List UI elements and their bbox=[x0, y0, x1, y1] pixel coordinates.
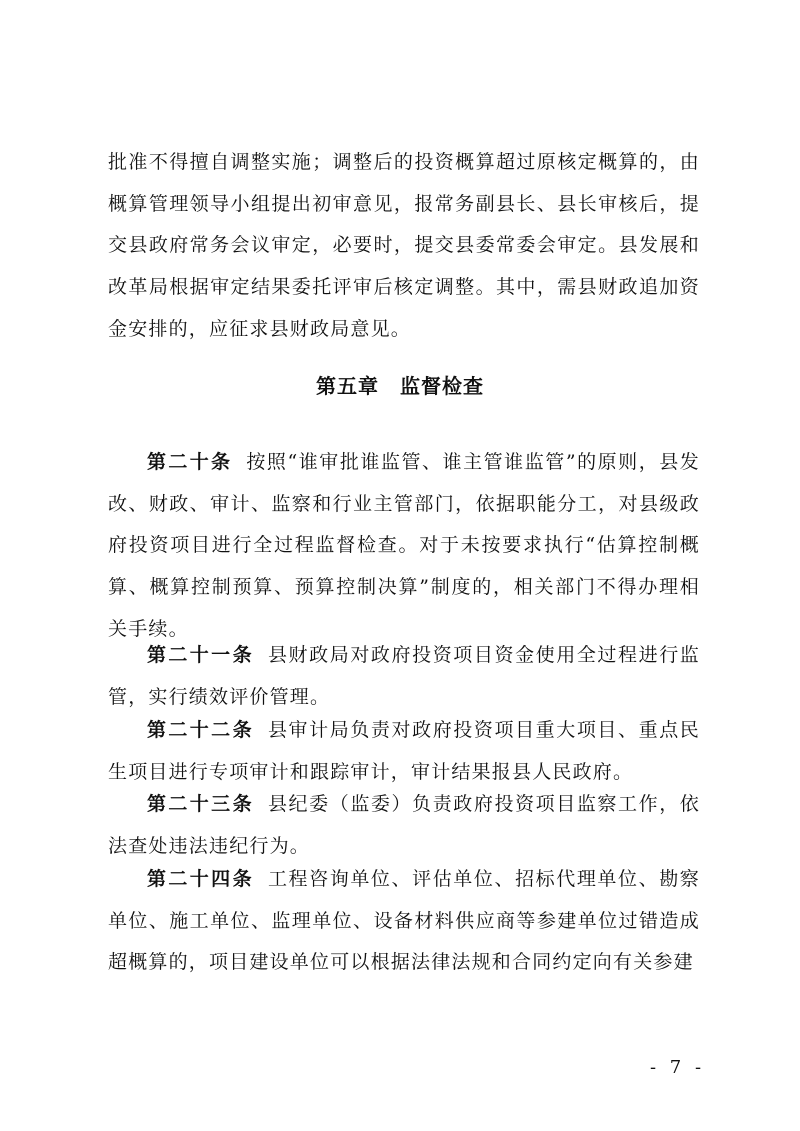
article-22 bbox=[108, 710, 700, 793]
article-label: 第二十二条 bbox=[147, 719, 254, 741]
article-24 bbox=[108, 859, 700, 984]
page-number: - 7 - bbox=[650, 1057, 706, 1078]
chapter-title: 第五章 监督检查 bbox=[316, 374, 484, 398]
article-label: 第二十四条 bbox=[147, 868, 254, 890]
article-label: 第二十三条 bbox=[147, 793, 254, 815]
article-text: 县审计局负责对政府投资项目重大项目、重点民生项目进行专项审计和跟踪审计，审计结果报县人民政府。 bbox=[108, 719, 700, 783]
article-label: 第二十一条 bbox=[147, 644, 254, 666]
article-label: 第二十条 bbox=[147, 451, 233, 473]
article-text: 县财政局对政府投资项目资金使用全过程进行监管，实行绩效评价管理。 bbox=[108, 644, 700, 708]
article-21 bbox=[108, 635, 700, 718]
article-text: 按照“谁审批谁监管、谁主管谁监管”的原则，县发改、财政、审计、监察和行业主管部门，依据职能分工，对县级政府投资项目进行全过程监督检查。对于未按要求执行“估算控制概算、概算控制预算、预算控制决算”制度的，相关部门不得办理相关手续。 bbox=[108, 451, 700, 640]
article-23 bbox=[108, 784, 700, 867]
article-text: 县纪委（监委）负责政府投资项目监察工作，依法查处违法违纪行为。 bbox=[108, 793, 700, 857]
article-text: 工程咨询单位、评估单位、招标代理单位、勘察单位、施工单位、监理单位、设备材料供应商等参建单位过错造成超概算的，项目建设单位可以根据法律法规和合同约定向有关参建 bbox=[108, 868, 700, 974]
continuation-paragraph: 批准不得擅自调整实施；调整后的投资概算超过原核定概算的，由概算管理领导小组提出初审意见，报常务副县长、县长审核后，提交县政府常务会议审定，必要时，提交县委常委会审定。县发展和改革局根据审定结果委托评审后核定调整。其中，需县财政追加资金安排的，应征求县财政局意见。 bbox=[108, 151, 700, 340]
article-20 bbox=[108, 442, 700, 651]
